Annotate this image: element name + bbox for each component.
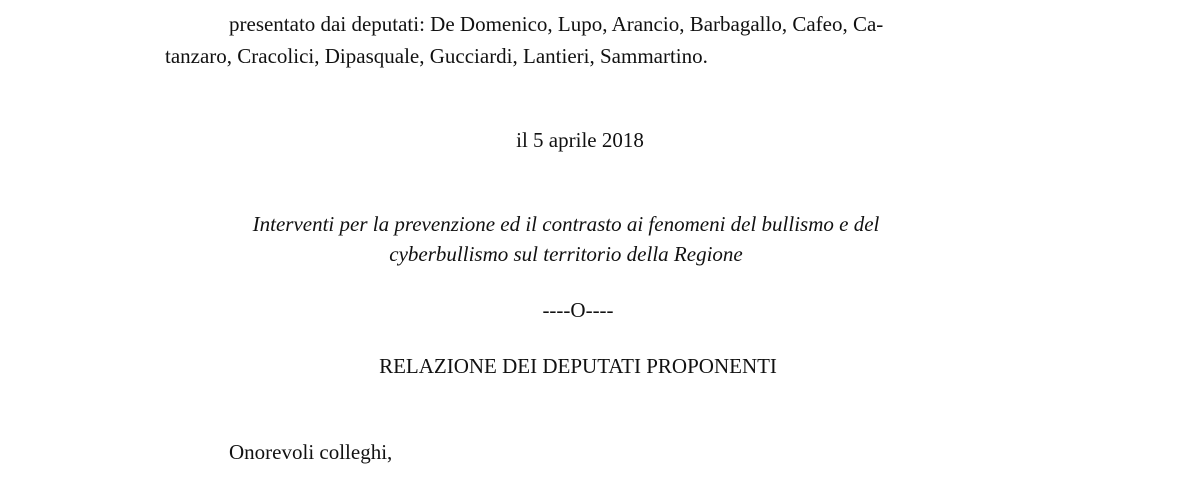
salutation: Onorevoli colleghi,: [229, 440, 393, 464]
bill-title-line-2: cyberbullismo sul territorio della Regione: [389, 242, 743, 266]
presenters-line-1: presentato dai deputati: De Domenico, Lupo, Arancio, Barbagallo, Cafeo, Ca-: [229, 12, 884, 36]
presenters-line-2: tanzaro, Cracolici, Dipasquale, Gucciardi, Lantieri, Sammartino.: [165, 44, 708, 68]
bill-title-line-1: Interventi per la prevenzione ed il contrasto ai fenomeni del bullismo e del: [252, 212, 880, 236]
section-heading: RELAZIONE DEI DEPUTATI PROPONENTI: [379, 354, 777, 378]
section-separator: ----O----: [542, 298, 614, 322]
presentation-date: il 5 aprile 2018: [516, 128, 644, 152]
